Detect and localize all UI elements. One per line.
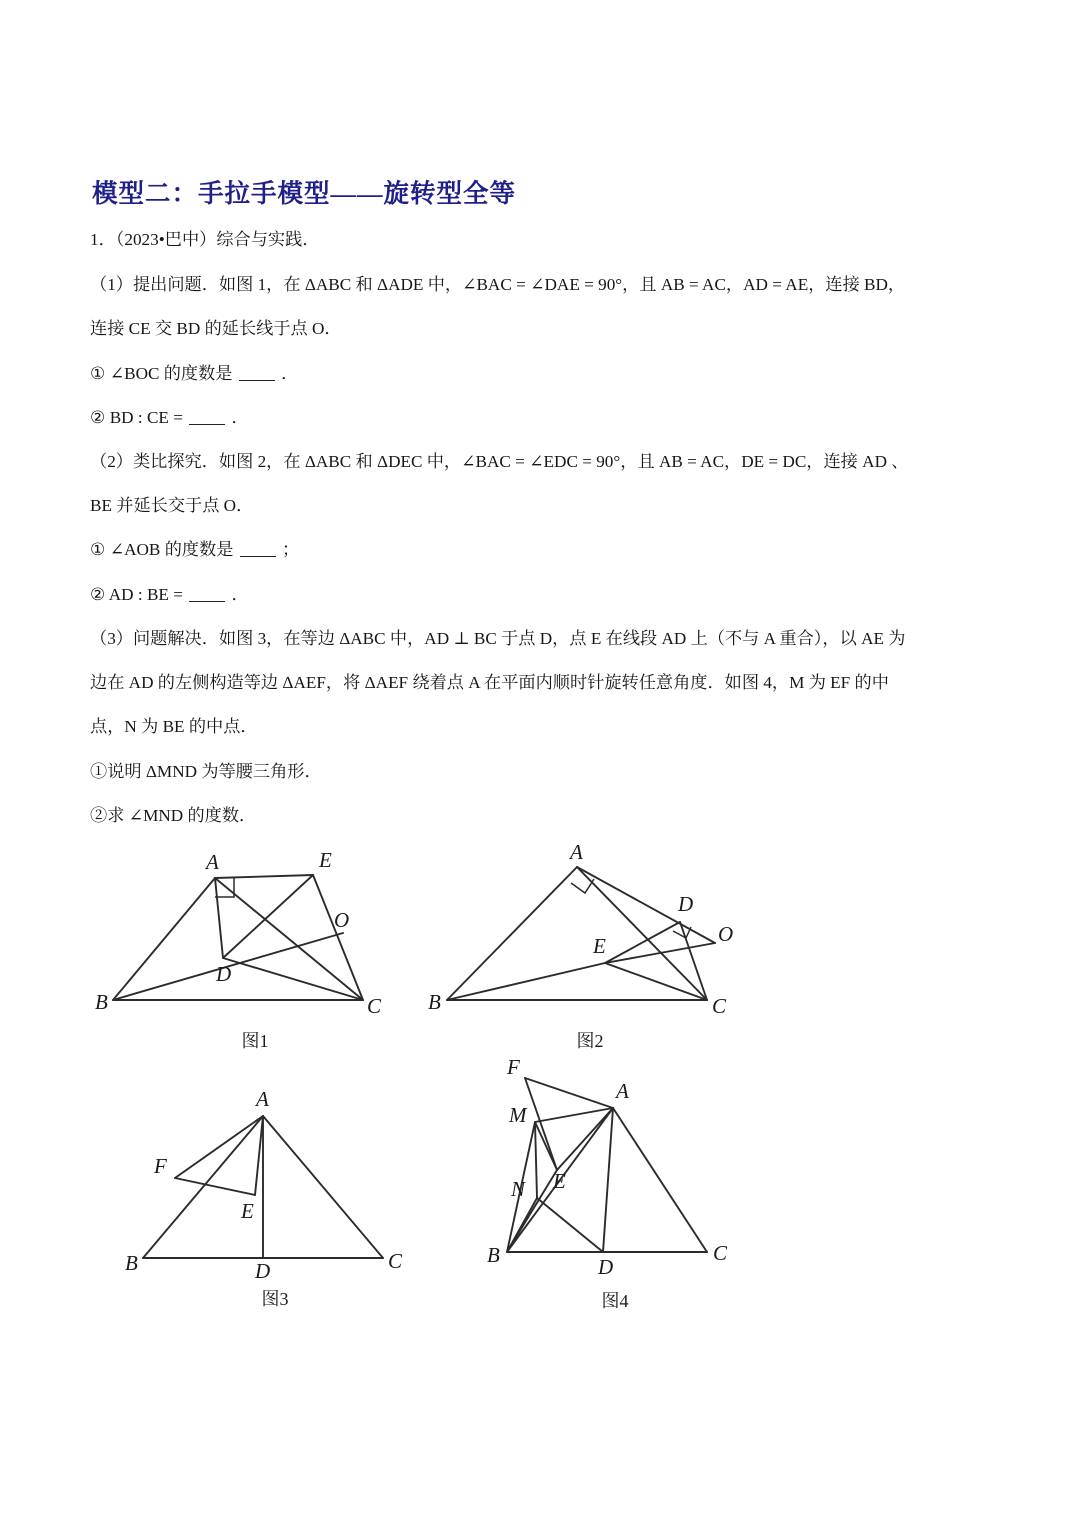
part3-question-2: ②求 ∠MND 的度数． xyxy=(90,805,257,825)
figure-2-caption: 图2 xyxy=(576,1031,604,1051)
part2-statement: （2）类比探究．如图 2，在 ΔABC 和 ΔDEC 中，∠BAC = ∠EDC = 90°，且 AB = AC，DE = DC，连接 AD 、 xyxy=(90,451,909,471)
figures-area xyxy=(0,845,1080,1311)
part1-question-1 xyxy=(90,362,1000,385)
figure-1-label-D: D xyxy=(216,962,232,986)
figure-3-diagram xyxy=(125,1078,425,1283)
figure-4-label-M: M xyxy=(509,1103,527,1127)
part3-statement-line1: （3）问题解决．如图 3，在等边 ΔABC 中，AD ⊥ BC 于点 D，点 E 在线段 AD 上（不与 A 重合），以 AE 为 xyxy=(90,628,906,648)
figure-3-label-C: C xyxy=(388,1249,403,1273)
figure-3-label-A: A xyxy=(256,1087,269,1111)
figure-1-label-O: O xyxy=(334,908,350,932)
figure-4-label-D: D xyxy=(598,1255,614,1279)
figure-4 xyxy=(485,1060,745,1313)
part1-q1-text: ① ∠BOC 的度数是 xyxy=(90,363,233,383)
figure-4-label-B: B xyxy=(487,1243,500,1267)
figure-3-label-B: B xyxy=(125,1251,138,1275)
answer-blank[interactable] xyxy=(189,601,225,602)
part1-question-2 xyxy=(90,406,1000,429)
figure-2-label-B: B xyxy=(428,990,441,1014)
figure-4-label-F: F xyxy=(507,1060,520,1079)
part3-statement-line2: 边在 AD 的左侧构造等边 ΔAEF，将 ΔAEF 绕着点 A 在平面内顺时针旋转任意角度．如图 4，M 为 EF 的中 xyxy=(90,673,889,693)
figure-4-label-N: N xyxy=(511,1177,526,1201)
figure-1-caption: 图1 xyxy=(241,1031,269,1051)
figure-3 xyxy=(125,1078,425,1311)
figure-2-label-C: C xyxy=(712,994,727,1018)
figure-2-label-E: E xyxy=(593,934,606,958)
figure-2-label-D: D xyxy=(678,892,694,916)
part2-question-2 xyxy=(90,583,1000,606)
figure-1-diagram xyxy=(95,845,415,1025)
problem-number: 1．（2023•巴中）综合与实践． xyxy=(90,229,320,249)
answer-blank[interactable] xyxy=(240,556,276,557)
figure-4-caption: 图4 xyxy=(601,1291,629,1311)
figure-1-label-E: E xyxy=(319,848,332,872)
figure-1-label-B: B xyxy=(95,990,108,1014)
figure-1 xyxy=(95,845,415,1053)
answer-blank[interactable] xyxy=(239,380,275,381)
part1-statement xyxy=(90,273,1000,296)
figure-3-label-E: E xyxy=(241,1199,254,1223)
figure-2-label-A: A xyxy=(570,845,583,864)
figure-1-label-C: C xyxy=(367,994,382,1018)
part1-lead: （1）提出问题．如图 1，在 ΔABC 和 ΔADE 中，∠BAC = ∠DAE = 90°，且 AB = AC，AD = AE，连接 BD， xyxy=(90,275,906,295)
figure-row-2 xyxy=(0,1060,1080,1311)
part1-q2-suffix: ． xyxy=(231,407,249,427)
figure-row-1 xyxy=(0,845,1080,1060)
figure-4-label-E: E xyxy=(553,1169,566,1193)
part2-question-1 xyxy=(90,538,1000,561)
figure-4-label-C: C xyxy=(713,1241,728,1265)
figure-4-label-A: A xyxy=(616,1079,629,1103)
part1-q1-suffix: ． xyxy=(281,363,299,383)
document-content xyxy=(90,178,1000,848)
figure-3-caption: 图3 xyxy=(261,1289,289,1309)
part2-statement-cont: BE 并延长交于点 O． xyxy=(90,496,254,516)
figure-4-diagram xyxy=(485,1060,750,1285)
part1-statement-cont: 连接 CE 交 BD 的延长线于点 O． xyxy=(90,319,342,339)
figure-3-label-D: D xyxy=(255,1259,271,1283)
part3-statement-line3: 点，N 为 BE 的中点． xyxy=(90,717,258,737)
part2-q2-text: ② AD : BE = xyxy=(90,584,183,604)
figure-3-label-F: F xyxy=(154,1154,167,1178)
part1-q2-text: ② BD : CE = xyxy=(90,407,183,427)
figure-2-label-O: O xyxy=(718,922,734,946)
part2-q2-suffix: ． xyxy=(231,584,249,604)
page-title: 模型二：手拉手模型——旋转型全等 xyxy=(92,179,517,208)
figure-1-label-A: A xyxy=(206,850,219,874)
part2-q1-suffix: ； xyxy=(282,540,300,560)
part2-q1-text: ① ∠AOB 的度数是 xyxy=(90,540,234,560)
part3-question-1: ①说明 ΔMND 为等腰三角形． xyxy=(90,761,322,781)
figure-2-diagram xyxy=(425,845,755,1025)
figure-2 xyxy=(425,845,755,1053)
answer-blank[interactable] xyxy=(189,424,225,425)
